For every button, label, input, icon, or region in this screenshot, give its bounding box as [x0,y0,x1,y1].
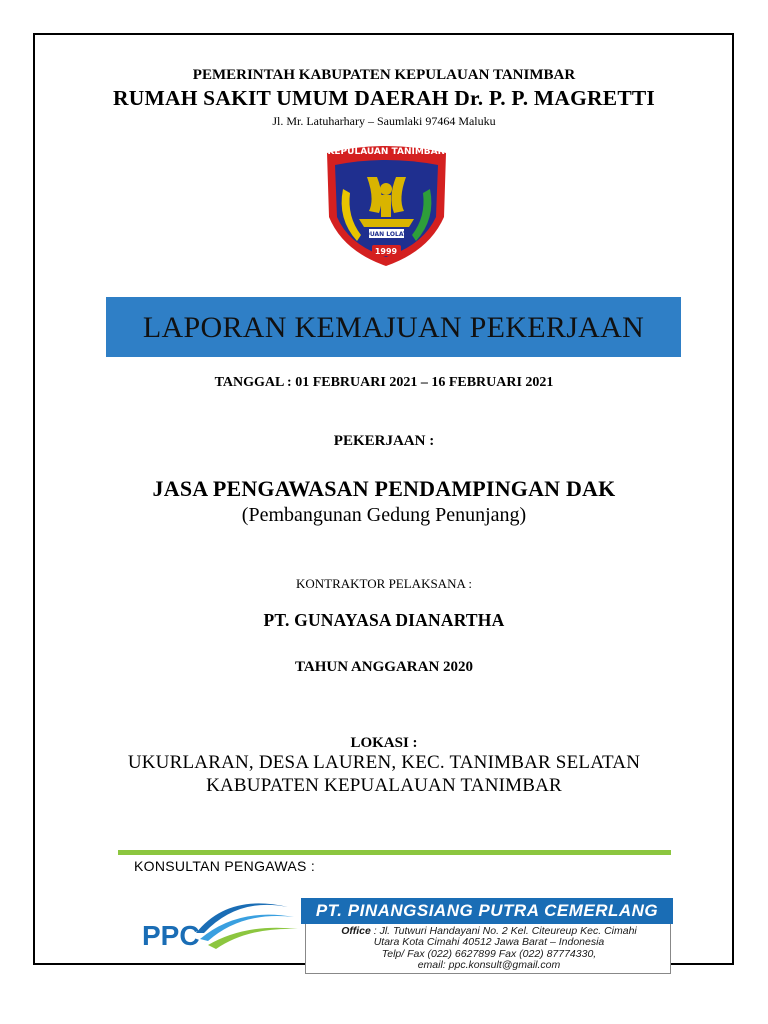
office-email: email: ppc.konsult@gmail.com [417,959,561,971]
contractor-label: KONTRAKTOR PELAKSANA : [296,576,472,591]
logo-text: PPC [142,920,200,951]
report-title: LAPORAN KEMAJUAN PEKERJAAN [142,311,645,344]
office-phone: Telp/ Fax (022) 6627899 Fax (022) 87774330, [381,948,597,960]
ppc-logo-icon [138,893,300,963]
contractor-name: PT. GUNAYASA DIANARTHA [263,610,505,630]
office-address-line-2: Utara Kota Cimahi 40512 Jawa Barat – Indonesia [373,936,605,948]
regency-emblem-icon [319,139,454,267]
report-title-banner [106,297,681,357]
office-label: Office [341,925,371,937]
location-label: LOKASI : [350,735,418,751]
company-name: PT. PINANGSIANG PUTRA CEMERLANG [315,901,659,920]
company-contact [305,924,671,974]
emblem-motto: DUAN LOLAT [364,231,408,238]
budget-year: TAHUN ANGGARAN 2020 [294,659,474,675]
emblem-top-text: KEPULAUAN TANIMBAR [327,147,445,157]
government-heading: PEMERINTAH KABUPATEN KEPULAUAN TANIMBAR [192,67,576,83]
work-subtitle: (Pembangunan Gedung Penunjang) [241,504,527,526]
work-title: JASA PENGAWASAN PENDAMPINGAN DAK [152,476,616,501]
hospital-address: Jl. Mr. Latuharhary – Saumlaki 97464 Maluku [272,114,496,128]
location-line-2: KABUPATEN KEPUALAUAN TANIMBAR [206,775,562,796]
consultant-company-box [301,898,673,975]
report-date-range: TANGGAL : 01 FEBRUARI 2021 – 16 FEBRUARI 2021 [214,375,554,390]
divider [118,850,671,855]
work-label: PEKERJAAN : [333,433,435,449]
hospital-heading: RUMAH SAKIT UMUM DAERAH Dr. P. P. MAGRETTI [113,86,655,110]
location-line-1: UKURLARAN, DESA LAUREN, KEC. TANIMBAR SELATAN [127,752,641,773]
emblem-year: 1999 [374,247,398,256]
consultant-label: KONSULTAN PENGAWAS : [134,858,316,874]
office-address: : Jl. Tutwuri Handayani No. 2 Kel. Citeureup Kec. Cimahi [373,925,637,937]
